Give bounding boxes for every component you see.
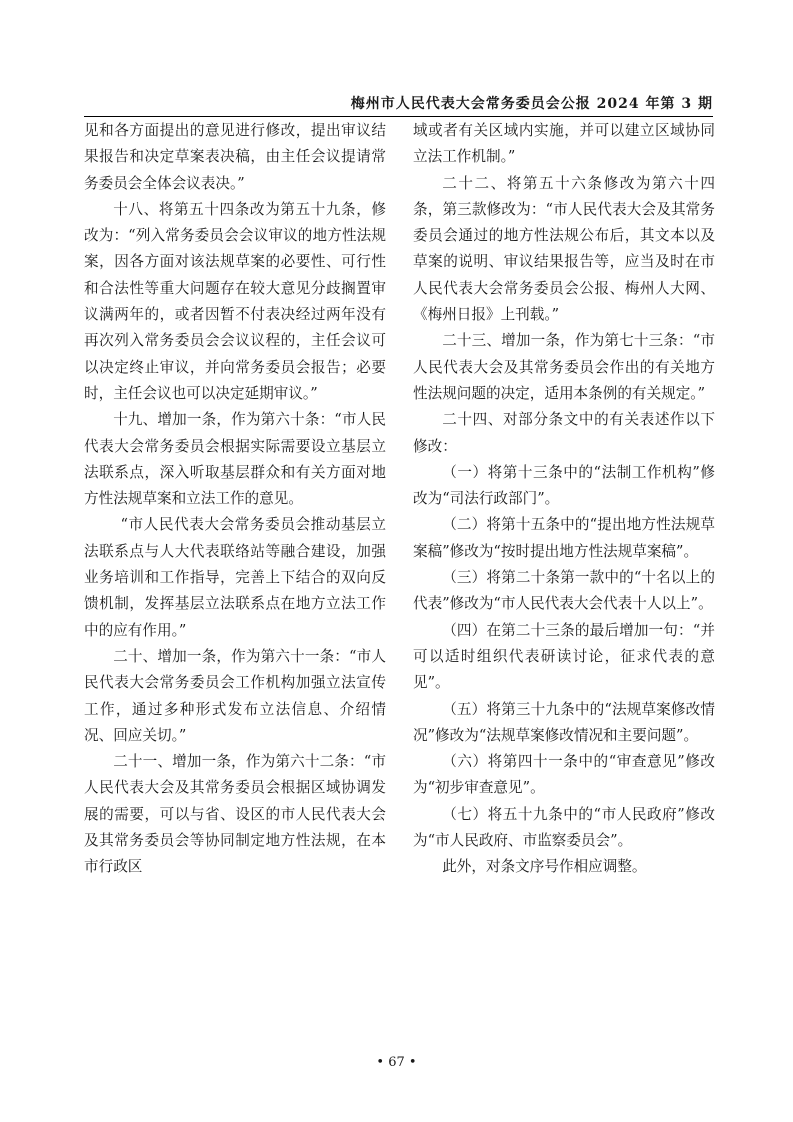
paragraph: 二十四、对部分条文中的有关表述作以下修改： (413, 411, 715, 455)
paragraph: 二十、增加一条，作为第六十一条：“市人民代表大会常务委员会工作机构加强立法宣传工作，通过多种形式发布立法信息、介绍情况、回应关切。” (84, 647, 386, 744)
paragraph: （一）将第十三条中的“法制工作机构”修改为“司法行政部门”。 (413, 463, 715, 508)
paragraph: （五）将第三十九条中的“法规草案修改情况”修改为“法规草案修改情况和主要问题”。 (413, 700, 715, 744)
paragraph: （三）将第二十条第一款中的“十名以上的代表”修改为“市人民代表大会代表十人以上”。 (413, 569, 715, 613)
right-column (413, 118, 715, 881)
paragraph: 此外，对条文序号作相应调整。 (442, 858, 647, 876)
paragraph: 二十一、增加一条，作为第六十二条：“市人民代表大会及其常务委员会根据区域协调发展的需要，可以与省、设区的市人民代表大会及其常务委员会等协同制定地方性法规，在本市行政区 (84, 753, 386, 876)
page-number: • 67 • (376, 1055, 417, 1070)
paragraph: 二十三、增加一条，作为第七十三条：“市人民代表大会及其常务委员会作出的有关地方性法规问题的决定，适用本条例的有关规定。” (413, 332, 715, 402)
paragraph: （六）将第四十一条中的“审查意见”修改为“初步审查意见”。 (413, 753, 715, 797)
paragraph: 十九、增加一条，作为第六十条：“市人民代表大会常务委员会根据实际需要设立基层立法联系点，深入听取基层群众和有关方面对地方性法规草案和立法工作的意见。 (84, 411, 386, 508)
paragraph: （四）在第二十三条的最后增加一句：“并可以适时组织代表研读讨论，征求代表的意见”。 (413, 621, 715, 692)
paragraph: 域或者有关区域内实施，并可以建立区域协同立法工作机制。” (413, 122, 715, 166)
running-header (84, 94, 713, 117)
left-column (84, 118, 386, 881)
header-title: 梅州市人民代表大会常务委员会公报 2024 年第 3 期 (350, 96, 713, 112)
paragraph: （二）将第十五条中的“提出地方性法规草案稿”修改为“按时提出地方性法规草案稿”。 (413, 516, 715, 560)
paragraph: 十八、将第五十四条改为第五十九条，修改为：“列入常务委员会会议审议的地方性法规案，因各方面对该法规草案的必要性、可行性和合法性等重大问题存在较大意见分歧搁置审议满两年的，或者因暂不付表决经过两年没有再次列入常务委员会会议议程的，主任会议可以决定终止审议，并向常务委员会报告；必要时，主任会议也可以决定延期审议。” (84, 200, 386, 402)
paragraph: （七）将五十九条中的“市人民政府”修改为“市人民政府、市监察委员会”。 (413, 805, 715, 850)
paragraph: “市人民代表大会常务委员会推动基层立法联系点与人大代表联络站等融合建设，加强业务培训和工作指导，完善上下结合的双向反馈机制，发挥基层立法联系点在地方立法工作中的应有作用。” (84, 516, 386, 639)
paragraph: 见和各方面提出的意见进行修改，提出审议结果报告和决定草案表决稿，由主任会议提请常务委员会全体会议表决。” (84, 122, 386, 192)
paragraph: 二十二、将第五十六条修改为第六十四条，第三款修改为：“市人民代表大会及其常务委员会通过的地方性法规公布后，其文本以及草案的说明、审议结果报告等，应当及时在市人民代表大会常务委员会公报、梅州人大网、《梅州日报》上刊载。” (413, 174, 715, 324)
